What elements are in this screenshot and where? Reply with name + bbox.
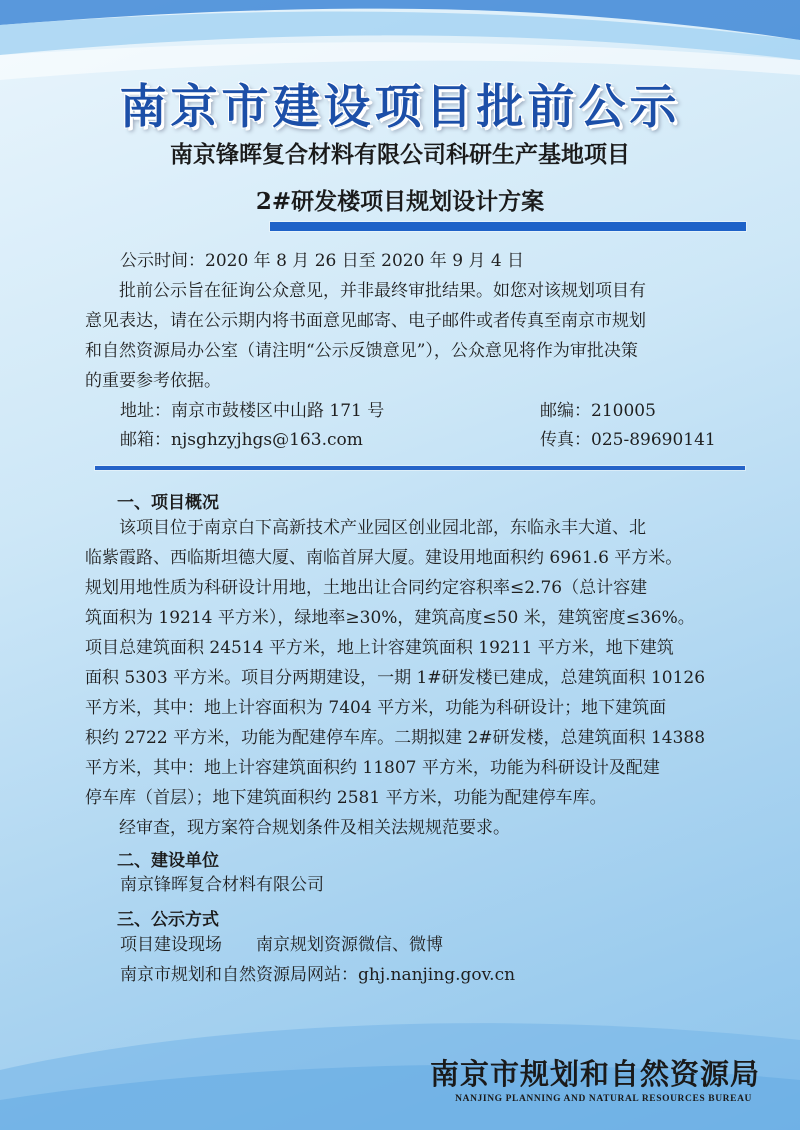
overview-line: 临紫霞路、西临斯坦德大厦、南临首屏大厦。建设用地面积约 6961.6 平方米。	[85, 548, 683, 568]
project-overview	[85, 513, 761, 843]
overview-line: 该项目位于南京白下高新技术产业园区创业园北部，东临永丰大道、北	[119, 518, 646, 538]
section-heading-overview: 一、项目概况	[117, 493, 219, 513]
overview-line: 平方米，其中：地上计容面积为 7404 平方米，功能为科研设计；地下建筑面	[85, 698, 667, 718]
intro-line: 和自然资源局办公室（请注明“公示反馈意见”），公众意见将作为审批决策	[85, 341, 638, 361]
notice-period: 公示时间：2020 年 8 月 26 日至 2020 年 9 月 4 日	[120, 251, 525, 271]
section-divider-bar	[95, 466, 745, 470]
notice-intro	[85, 276, 761, 396]
scheme-name: 2#研发楼项目规划设计方案	[255, 188, 545, 215]
contact-fax: 传真：025-89690141	[540, 430, 716, 450]
page-title: 南京市建设项目批前公示	[119, 80, 681, 135]
overview-line: 平方米，其中：地上计容建筑面积约 11807 平方米，功能为科研设计及配建	[85, 758, 660, 778]
intro-line: 的重要参考依据。	[85, 371, 221, 391]
overview-line: 筑面积为 19214 平方米），绿地率≥30%，建筑高度≤50 米，建筑密度≤36%。	[85, 608, 695, 628]
title-divider-bar	[270, 222, 746, 231]
intro-line: 意见表达，请在公示期内将书面意见邮寄、电子邮件或者传真至南京市规划	[85, 311, 646, 331]
issuing-authority: 南京市规划和自然资源局	[429, 1057, 760, 1091]
issuing-authority-english: NANJING PLANNING AND NATURAL RESOURCES BUREAU	[455, 1094, 752, 1104]
section-heading-method: 三、公示方式	[117, 910, 219, 930]
contact-postcode: 邮编：210005	[540, 401, 656, 421]
construction-unit: 南京锋晖复合材料有限公司	[120, 875, 324, 895]
overview-line: 项目总建筑面积 24514 平方米，地上计容建筑面积 19211 平方米，地下建筑	[85, 638, 674, 658]
publicity-website: 南京市规划和自然资源局网站：ghj.nanjing.gov.cn	[120, 965, 516, 985]
section-heading-unit: 二、建设单位	[117, 851, 219, 871]
overview-line: 停车库（首层）；地下建筑面积约 2581 平方米，功能为配建停车库。	[85, 788, 607, 808]
project-name: 南京锋晖复合材料有限公司科研生产基地项目	[170, 141, 630, 168]
intro-line: 批前公示旨在征询公众意见，并非最终审批结果。如您对该规划项目有	[119, 281, 646, 301]
overview-line: 积约 2722 平方米，功能为配建停车库。二期拟建 2#研发楼，总建筑面积 14388	[85, 728, 706, 748]
review-conclusion: 经审查，现方案符合规划条件及相关法规规范要求。	[119, 818, 510, 838]
contact-email: 邮箱：njsghzyjhgs@163.com	[120, 430, 363, 450]
publicity-channels: 项目建设现场 南京规划资源微信、微博	[120, 935, 443, 955]
contact-address: 地址：南京市鼓楼区中山路 171 号	[120, 401, 385, 421]
overview-line: 面积 5303 平方米。项目分两期建设，一期 1#研发楼已建成，总建筑面积 10126	[85, 668, 706, 688]
overview-line: 规划用地性质为科研设计用地，土地出让合同约定容积率≤2.76（总计容建	[85, 578, 648, 598]
